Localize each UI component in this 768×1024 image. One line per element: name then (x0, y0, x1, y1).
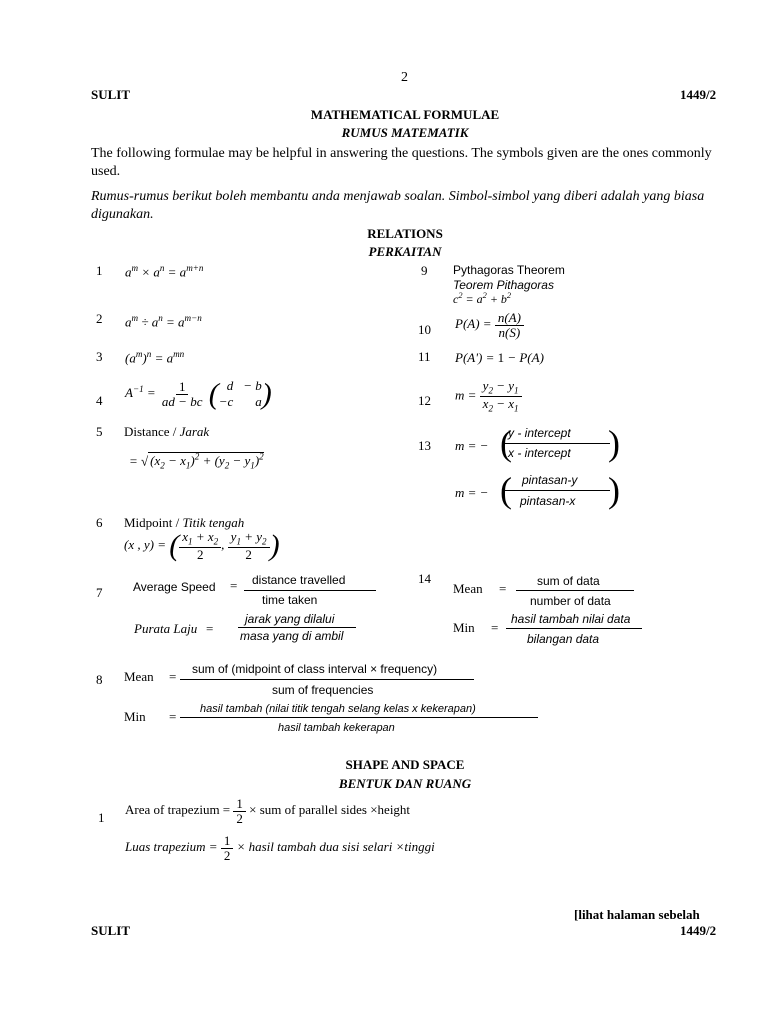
formula-3: $(a^m)^n = a^{mn}$ (125, 349, 185, 366)
mean-14-label: Mean (453, 581, 483, 596)
gradient-m-label: m = − (455, 438, 489, 453)
title-ms: RUMUS MATEMATIK (341, 125, 469, 140)
area-ms-prefix: Luas trapezium = (125, 839, 218, 855)
formula-11: P(A') = 1 − P(A) (455, 350, 544, 365)
jarak-dilalui: jarak yang dilalui (245, 612, 335, 626)
mean-8-numerator: sum of (midpoint of class interval × frequency) (192, 662, 438, 676)
relations-heading-en: RELATIONS (367, 226, 443, 241)
purata-laju-label: Purata Laju (134, 621, 198, 636)
formula-number: 3 (96, 349, 103, 364)
formula-number: 7 (96, 585, 103, 600)
shape-heading-ms: BENTUK DAN RUANG (338, 776, 472, 791)
pythagoras-en: Pythagoras Theorem (453, 263, 565, 277)
formula-number: 9 (421, 263, 428, 278)
area-ms-suffix: × hasil tambah dua sisi selari ×tinggi (236, 839, 435, 855)
equals-sign: = (491, 620, 499, 635)
left-paren: ( (500, 423, 512, 463)
half-fraction: $\frac{1}{2}$ (221, 834, 234, 862)
distance-travelled: distance travelled (252, 573, 346, 587)
trapezium-area-en (125, 797, 410, 825)
distance-formula: = √ $(x_2 - x_1)^2 + (y_2 - y_1)^2$ (129, 452, 264, 471)
pythagoras-formula: $c^2 = a^2 + b^2$ (453, 291, 512, 306)
footer-sulit: SULIT (91, 923, 131, 938)
gradient-m-label: m = − (455, 485, 489, 500)
midpoint-label-ms: Titik tengah (182, 515, 245, 530)
formula-number: 12 (418, 393, 431, 408)
min-8-label: Min (124, 709, 146, 724)
mean-8-label: Mean (124, 669, 154, 684)
time-taken: time taken (262, 593, 318, 607)
page-number: 2 (401, 70, 408, 85)
header-code: 1449/2 (680, 87, 717, 102)
bilangan-data: bilangan data (527, 632, 600, 646)
formula-number: 8 (96, 672, 103, 687)
formula-12: m = $\frac{y_2 - y_1}{x_2 - x_1}$ (455, 379, 522, 414)
fraction-bar (516, 590, 634, 591)
avg-speed-label: Average Speed (133, 580, 216, 594)
pintasan-x: pintasan-x (520, 494, 576, 508)
min-14-label: Min (453, 620, 475, 635)
formula-number: 4 (96, 393, 103, 408)
right-paren: ) (608, 423, 620, 463)
x-intercept-text: x - intercept (508, 446, 571, 460)
formula-number: 6 (96, 515, 103, 530)
formula-number: 11 (418, 349, 431, 364)
intro-en: The following formulae may be helpful in answering the questions. The symbols given are the ones commonly used. (91, 146, 712, 179)
min-8-numerator: hasil tambah (nilai titik tengah selang kelas x kekerapan) (200, 703, 476, 715)
relations-heading-ms: PERKAITAN (368, 244, 442, 259)
formula-10: P(A) = $\frac{n(A)}{n(S)}$ (455, 311, 524, 339)
fraction-bar (238, 627, 356, 628)
formula-number: 1 (96, 263, 103, 278)
formula-number: 2 (96, 311, 103, 326)
right-paren: ) (608, 470, 620, 510)
trapezium-area-ms (125, 834, 435, 862)
formula-number: 13 (418, 438, 431, 453)
footer-code: 1449/2 (680, 923, 717, 938)
fraction-bar (504, 443, 610, 444)
x-intercept (508, 446, 571, 460)
header-sulit: SULIT (91, 87, 131, 102)
fraction-bar (244, 590, 376, 591)
min-8-denominator: hasil tambah kekerapan (278, 722, 395, 734)
formula-number: 5 (96, 424, 103, 439)
title-en: MATHEMATICAL FORMULAE (310, 107, 500, 122)
next-page-note: [lihat halaman sebelah (574, 907, 700, 922)
equals-sign: = (230, 578, 238, 593)
equals-sign: = (169, 709, 177, 724)
fraction-bar (180, 679, 474, 680)
pintasan-y: pintasan-y (522, 473, 578, 487)
midpoint-label-en: Midpoint / (124, 515, 183, 530)
area-en-prefix: Area of trapezium = (125, 802, 231, 818)
number-of-data: number of data (530, 594, 611, 608)
shape-heading-en: SHAPE AND SPACE (345, 757, 465, 772)
equals-sign: = (499, 581, 507, 596)
left-paren: ( (500, 470, 512, 510)
area-en-suffix: × sum of parallel sides ×height (249, 802, 411, 818)
formula-1: $a^m \times a^n = a^{m+n}$ (125, 263, 204, 280)
equals-sign: = (206, 621, 214, 636)
sum-of-data: sum of data (537, 574, 600, 588)
hasil-tambah-nilai-data: hasil tambah nilai data (511, 612, 631, 626)
distance-label-ms: Jarak (179, 424, 210, 439)
formula-4: $A^{-1}$ = $\frac{1}{ad - bc}$ ( d − b −c a ) (125, 377, 272, 411)
pythagoras-ms: Teorem Pithagoras (453, 278, 554, 292)
masa-diambil: masa yang di ambil (240, 629, 344, 643)
y-intercept-text: y - intercept (508, 426, 571, 440)
equals-sign: = (169, 669, 177, 684)
distance-label (124, 424, 209, 440)
formula-2: $a^m \div a^n = a^{m-n}$ (125, 313, 202, 330)
distance-label-en: Distance / (124, 424, 180, 439)
fraction-bar (506, 628, 642, 629)
formula-number: 1 (98, 810, 105, 825)
mean-8-denominator: sum of frequencies (272, 683, 374, 697)
fraction-bar (504, 490, 610, 491)
intro-ms: Rumus-rumus berikut boleh membantu anda menjawab soalan. Simbol-simbol yang diberi adalah yang biasa digunakan. (91, 189, 705, 222)
y-intercept (508, 426, 571, 440)
formula-number: 14 (418, 571, 431, 586)
half-fraction: $\frac{1}{2}$ (233, 797, 246, 825)
fraction-bar (180, 717, 538, 718)
formula-number: 10 (418, 322, 431, 337)
midpoint-formula: (x , y) = ( $\frac{x_1 + x_2}{2}$ , $\frac{y_1 + y_2}{2}$ ) (124, 528, 280, 563)
